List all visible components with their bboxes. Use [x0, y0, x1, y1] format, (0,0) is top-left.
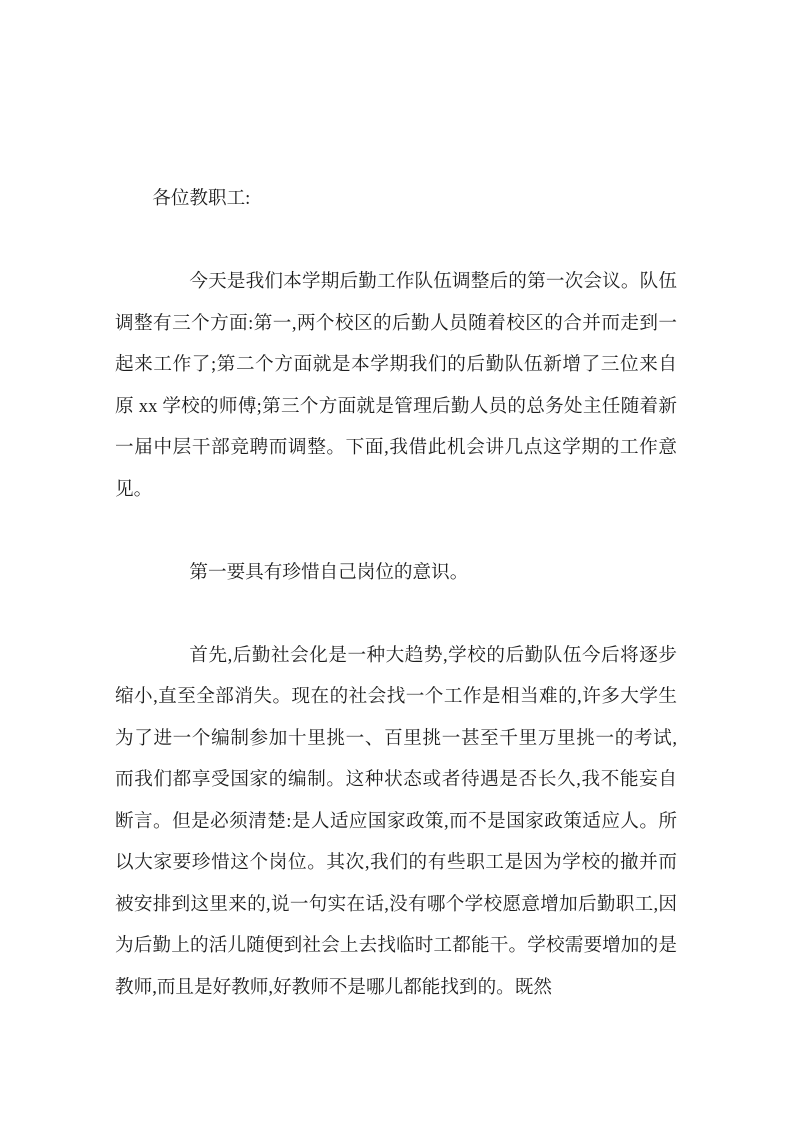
paragraph-intro: 今天是我们本学期后勤工作队伍调整后的第一次会议。队伍调整有三个方面:第一,两个校区的后勤人员随着校区的合并而走到一起来工作了;第二个方面就是本学期我们的后勤队伍新增了三位来自原 xx 学校的师傅;第三个方面就是管理后勤人员的总务处主任随着新一届中层干部竞聘而调整。下面,我借此机会讲几点这学期的工作意见。	[115, 271, 677, 500]
paragraph-first-point-body: 首先,后勤社会化是一种大趋势,学校的后勤队伍今后将逐步缩小,直至全部消失。现在的社会找一个工作是相当难的,许多大学生为了进一个编制参加十里挑一、百里挑一甚至千里万里挑一的考试,而我们都享受国家的编制。这种状态或者待遇是否长久,我不能妄自断言。但是必须清楚:是人适应国家政策,而不是国家政策适应人。所以大家要珍惜这个岗位。其次,我们的有些职工是因为学校的撤并而被安排到这里来的,说一句实在话,没有哪个学校愿意增加后勤职工,因为后勤上的活儿随便到社会上去找临时工都能干。学校需要增加的是教师,而且是好教师,好教师不是哪儿都能找到的。既然	[115, 644, 677, 998]
document-body	[115, 178, 677, 1050]
section-heading-first-point: 第一要具有珍惜自己岗位的意识。	[189, 561, 469, 583]
salutation-line: 各位教职工:	[152, 188, 251, 209]
